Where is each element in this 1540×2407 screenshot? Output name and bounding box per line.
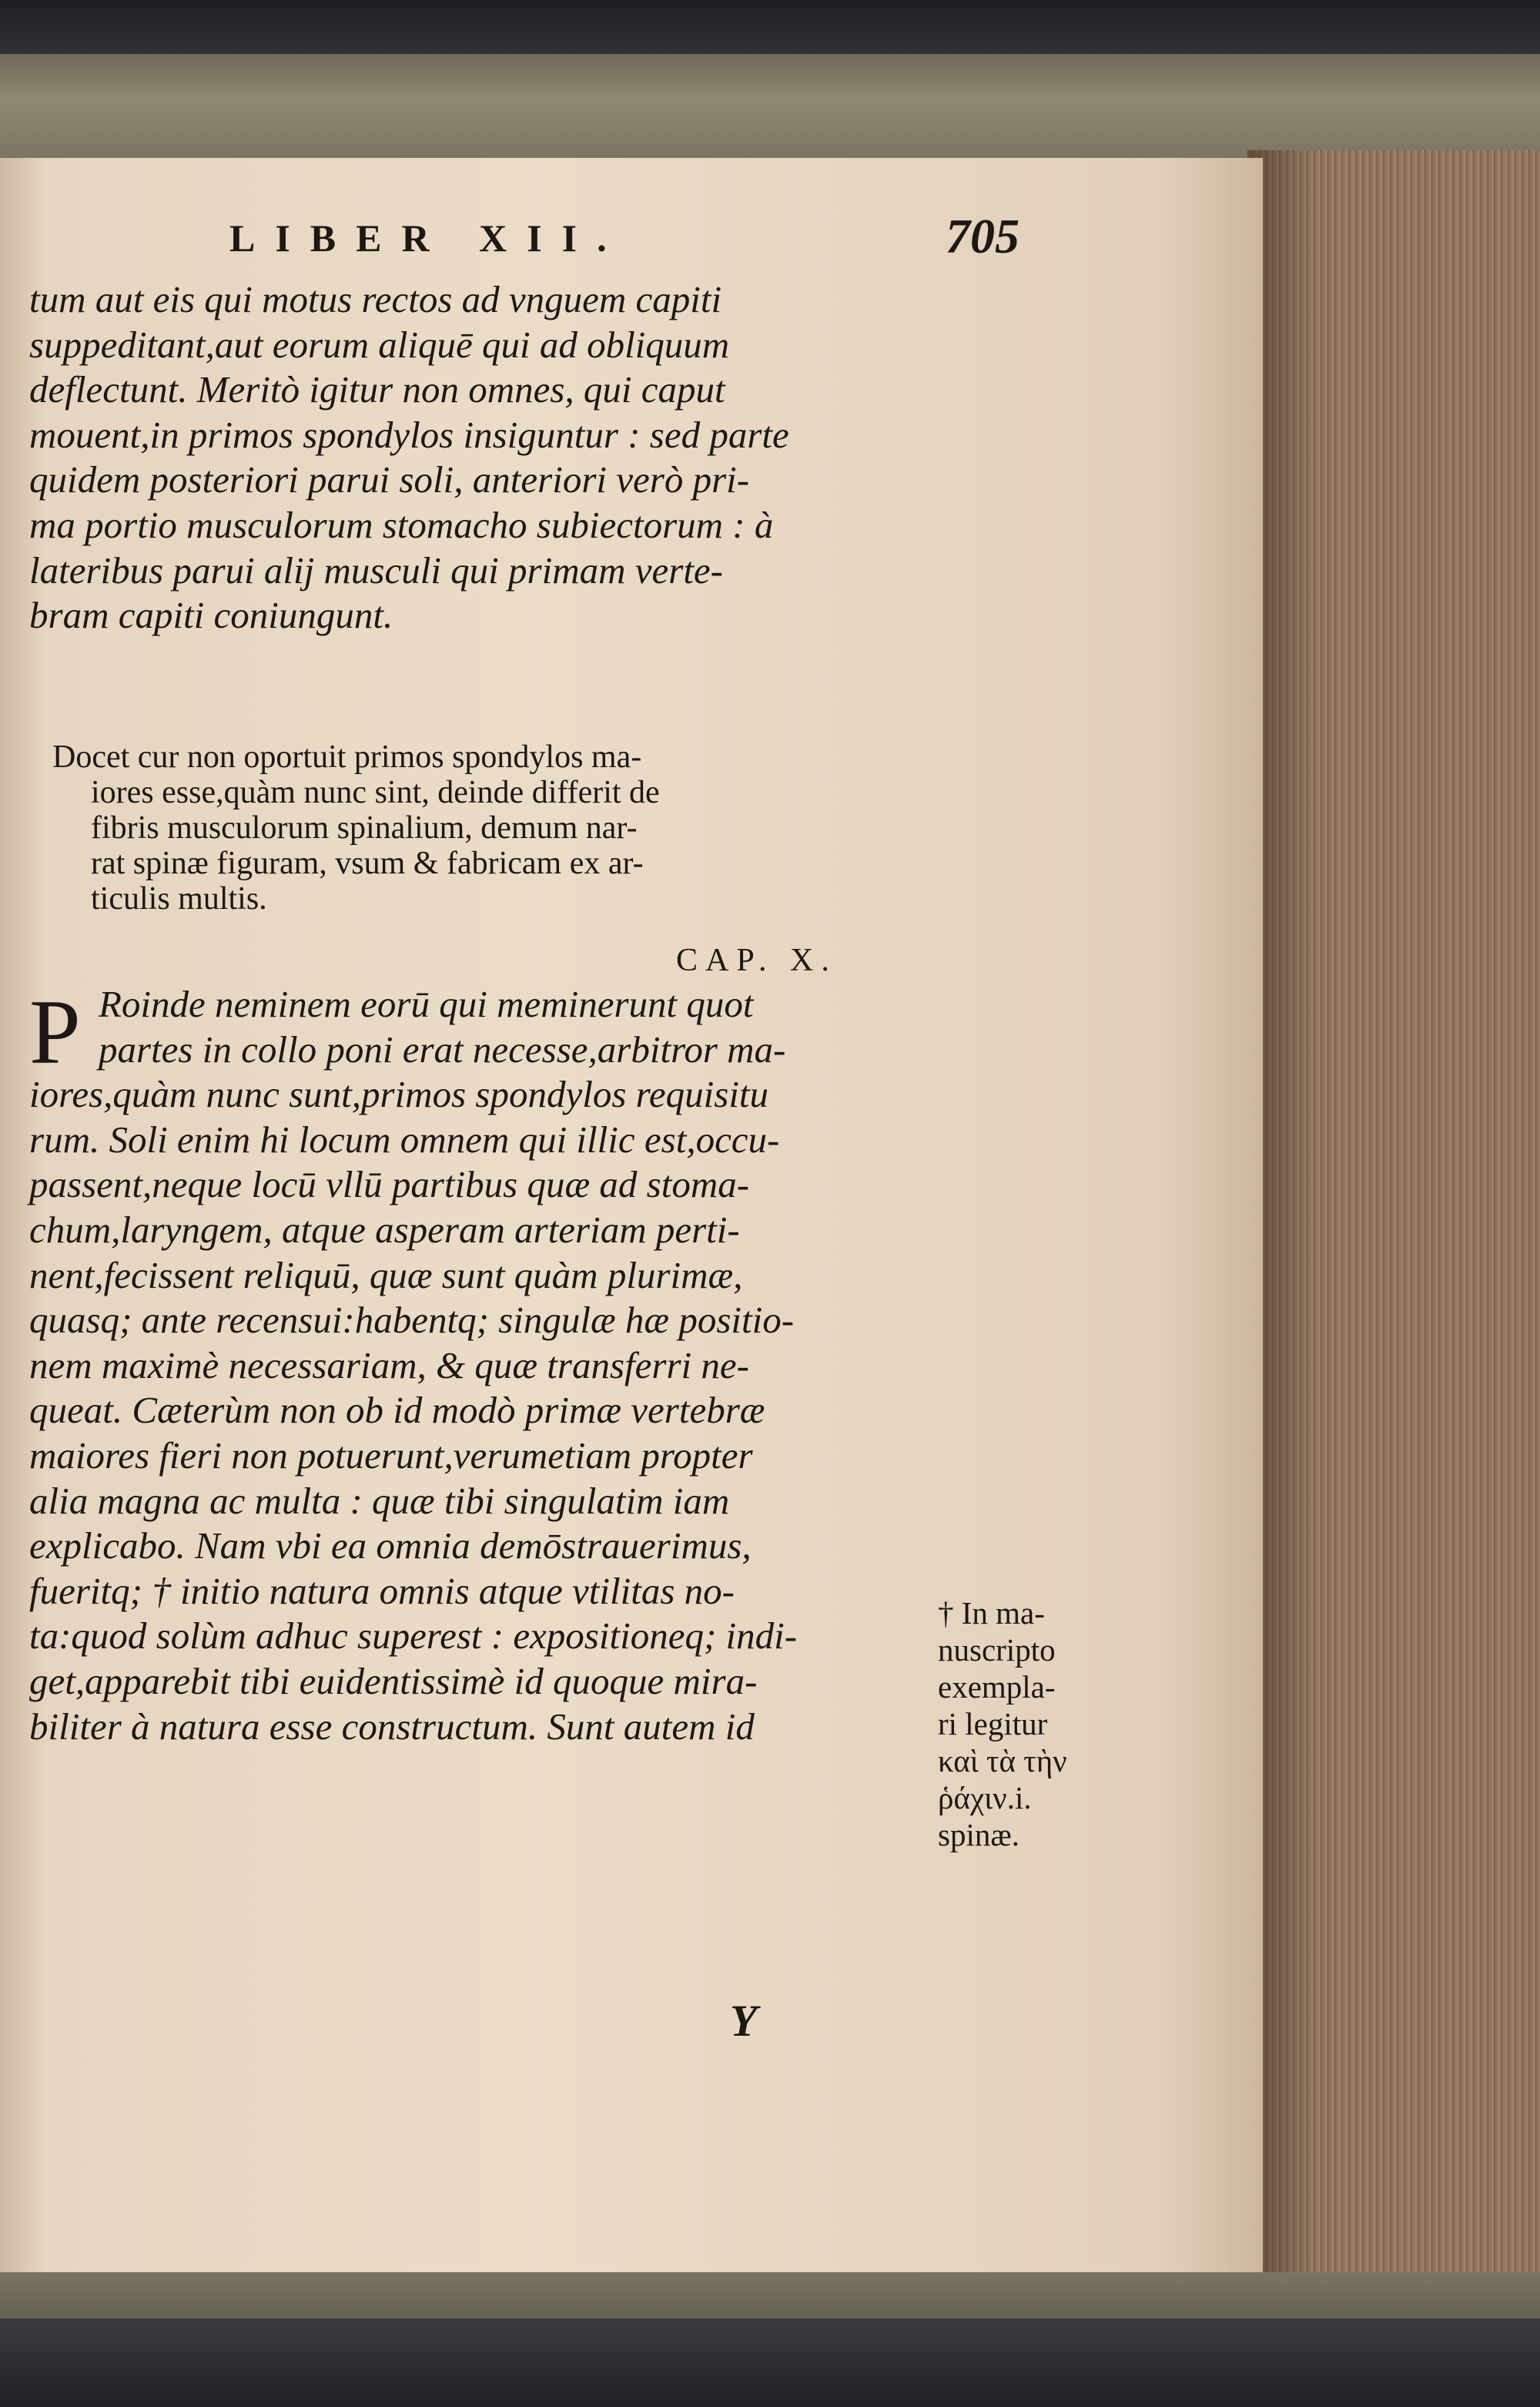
running-head: LIBER XII. [229, 216, 627, 260]
note-line: exempla- [938, 1669, 1056, 1705]
note-line: spinæ. [938, 1817, 1019, 1852]
text-line: ma portio musculorum stomacho subiectorum : à [29, 503, 774, 546]
summary-line: rat spinæ figuram, vsum & fabricam ex ar- [91, 846, 644, 881]
text-line: explicabo. Nam vbi ea omnia demōstrauerimus, [29, 1524, 752, 1567]
page-number: 705 [946, 209, 1019, 263]
text-line: maiores fieri non potuerunt,verumetiam propter [29, 1433, 753, 1477]
text-line: mouent,in primos spondylos insiguntur : sed parte [29, 413, 789, 456]
text-line: bram capiti coniungunt. [29, 594, 393, 637]
note-line: nuscripto [938, 1632, 1056, 1668]
text-line: quidem posteriori parui soli, anteriori verò pri- [29, 458, 750, 501]
text-line: Roinde neminem eorū qui meminerunt quot [99, 983, 754, 1025]
marginal-note [938, 1594, 1169, 1853]
page-header [229, 208, 1046, 262]
text-line: quasq; ante recensui:habentq; singulæ hæ positio- [29, 1299, 795, 1342]
text-line: lateribus parui alij musculi qui primam verte- [29, 548, 723, 592]
summary-line: Docet cur non oportuit primos spondylos ma- [52, 739, 642, 775]
note-line: ῥάχιν.i. [938, 1780, 1032, 1815]
text-line: fueritq; † initio natura omnis atque vtilitas no- [29, 1569, 735, 1612]
drop-cap: P [29, 981, 81, 1083]
text-line: ta:quod solùm adhuc superest : expositioneq; indi- [29, 1614, 798, 1658]
note-line: καὶ τὰ τὴν [938, 1743, 1067, 1778]
text-line: alia magna ac multa : quæ tibi singulatim iam [29, 1479, 730, 1522]
text-line: iores,quàm nunc sunt,primos spondylos requisitu [29, 1073, 769, 1116]
text-line: partes in collo poni erat necesse,arbitror ma- [99, 1028, 786, 1071]
chapter-heading: CAP. X. [676, 943, 837, 978]
text-line: biliter à natura esse constructum. Sunt autem id [29, 1705, 755, 1748]
chapter-text [29, 982, 953, 1749]
text-line: queat. Cæterùm non ob id modò primæ vertebræ [29, 1389, 765, 1432]
summary-line: iores esse,quàm nunc sint, deinde differit de [91, 775, 660, 810]
summary-line: fibris musculorum spinalium, demum nar- [91, 810, 638, 846]
text-line: suppeditant,aut eorum aliquē qui ad obliquum [29, 323, 730, 366]
text-line: tum aut eis qui motus rectos ad vnguem capiti [29, 278, 722, 320]
summary-line: ticulis multis. [91, 881, 267, 917]
text-line: nem maximè necessariam, & quæ transferri ne- [29, 1343, 749, 1386]
note-line: ri legitur [938, 1706, 1048, 1742]
note-line: † In ma- [938, 1595, 1045, 1631]
chapter-summary [52, 739, 961, 917]
text-line: nent,fecissent reliquū, quæ sunt quàm plurimæ, [29, 1253, 743, 1296]
catchword: Y [730, 1996, 758, 2046]
backdrop-bottom [0, 2318, 1540, 2407]
body-text-top [29, 277, 953, 639]
page-content [29, 208, 1261, 2057]
text-line: get,apparebit tibi euidentissimè id quoque mira- [29, 1659, 758, 1702]
text-line: chum,laryngem, atque asperam arteriam perti- [29, 1208, 740, 1251]
text-line: passent,neque locū vllū partibus quæ ad stoma- [29, 1163, 750, 1206]
text-line: deflectunt. Meritò igitur non omnes, qui caput [29, 368, 725, 411]
text-line: rum. Soli enim hi locum omnem qui illic est,occu- [29, 1118, 780, 1161]
